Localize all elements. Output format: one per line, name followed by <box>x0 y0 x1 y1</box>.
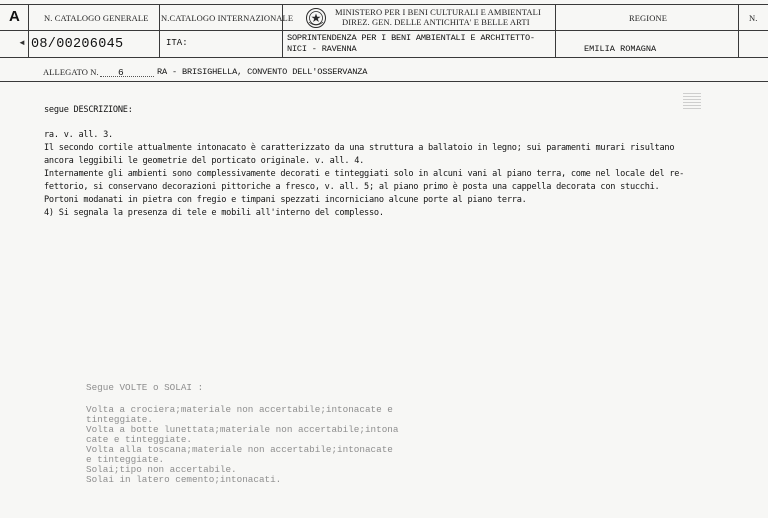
ministry-line-1: MINISTERO PER I BENI CULTURALI E AMBIENTALI <box>335 7 541 17</box>
header-vline-5 <box>738 4 739 57</box>
header-vline-3 <box>282 4 283 57</box>
description-line-3: ancora leggibili le geometrie del porticato originale. v. all. 4. <box>44 156 365 166</box>
header-vline-4 <box>555 4 556 57</box>
location-title: RA - BRISIGHELLA, CONVENTO DELL'OSSERVANZA <box>157 67 368 77</box>
ministry-line-2: DIREZ. GEN. DELLE ANTICHITA' E BELLE ARTI <box>342 17 530 27</box>
header-bottom-border <box>0 81 768 82</box>
soprintendenza-line-1: SOPRINTENDENZA PER I BENI AMBIENTALI E ARCHITETTO- <box>287 33 535 43</box>
header-vline-2 <box>159 4 160 57</box>
volte-line-4: cate e tinteggiate. <box>86 434 193 445</box>
header-row2-divider <box>0 57 768 58</box>
volte-line-6: e tinteggiate. <box>86 454 165 465</box>
regione-value: EMILIA ROMAGNA <box>584 44 657 54</box>
allegato-dotted-field <box>100 76 154 77</box>
volte-line-7: Solai;tipo non accertabile. <box>86 464 237 475</box>
description-line-7: 4) Si segnala la presenza di tele e mobili all'interno del complesso. <box>44 208 384 218</box>
ita-label: ITA: <box>166 38 188 48</box>
soprintendenza-line-2: NICI - RAVENNA <box>287 44 357 54</box>
volte-line-2: tinteggiate. <box>86 414 153 425</box>
catalogo-generale-value: 08/00206045 <box>31 37 124 52</box>
volte-line-5: Volta alla toscana;materiale non accertabile;intonacate <box>86 444 393 455</box>
n-label: N. <box>749 13 758 23</box>
regione-label: REGIONE <box>629 13 667 23</box>
description-line-5: fettorio, si conservano decorazioni pittoriche a fresco, v. all. 5; al piano primo è posta una cappella decorata con stucchi. <box>44 182 660 192</box>
description-line-4: Internamente gli ambienti sono complessivamente decorati e tinteggiati solo in alcuni vani al piano terra, come nel locale del re- <box>44 169 685 179</box>
header-vline-1 <box>28 4 29 57</box>
header-row1-divider <box>0 30 768 31</box>
volte-line-3: Volta a botte lunettata;materiale non accertabile;intona <box>86 424 399 435</box>
volte-section-label: Segue VOLTE o SOLAI : <box>86 382 204 393</box>
catalogo-generale-label: N. CATALOGO GENERALE <box>44 13 149 23</box>
row-marker-icon: ◄ <box>18 38 26 47</box>
header-top-border <box>0 4 768 5</box>
allegato-label: ALLEGATO N. <box>43 67 99 77</box>
volte-line-8: Solai in latero cemento;intonacati. <box>86 474 282 485</box>
republic-emblem <box>305 7 327 29</box>
description-line-2: Il secondo cortile attualmente intonacato è caratterizzato da una struttura a ballatoio in legno; sui paramenti murari risultano <box>44 143 675 153</box>
descrizione-section-label: segue DESCRIZIONE: <box>44 105 133 115</box>
emblem-icon <box>305 7 327 29</box>
volte-line-1: Volta a crociera;materiale non accertabile;intonacate e <box>86 404 393 415</box>
form-letter: A <box>9 8 20 25</box>
allegato-value: 6 <box>118 67 124 78</box>
description-line-1: ra. v. all. 3. <box>44 130 113 140</box>
description-line-6: Portoni modanati in pietra con fregio e timpani spezzati incorniciano alcune porte al piano terra. <box>44 195 527 205</box>
catalogo-internazionale-label: N.CATALOGO INTERNAZIONALE <box>161 13 294 23</box>
scan-smudge <box>683 93 701 109</box>
